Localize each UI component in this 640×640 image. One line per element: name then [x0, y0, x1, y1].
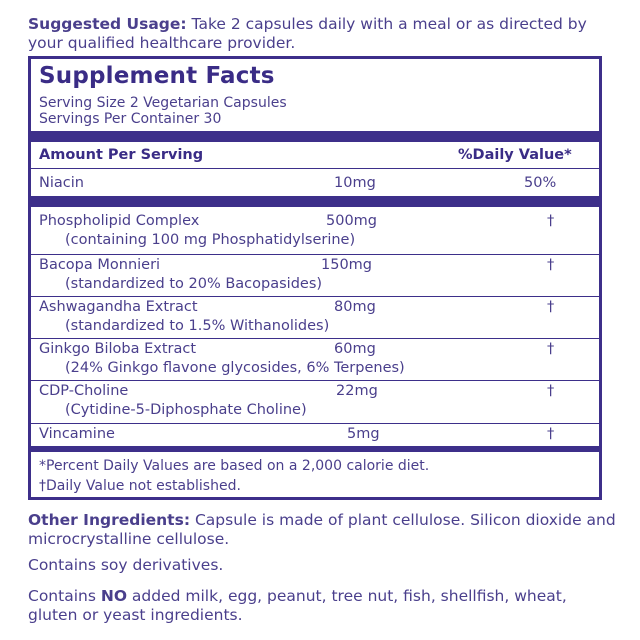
ingredient-amount: 80mg — [334, 299, 376, 315]
row-rule — [31, 338, 599, 339]
ingredient-name: Ashwagandha Extract — [39, 299, 198, 315]
ingredient-dv: † — [547, 299, 555, 315]
ingredient-name: Vincamine — [39, 426, 115, 442]
other-ingredients — [28, 511, 618, 549]
ingredient-dv: † — [547, 426, 555, 442]
suggested-usage — [28, 15, 618, 53]
allergen-suffix: added milk, egg, peanut, tree nut, fish, shellfish, wheat, gluten or yeast ingredients. — [28, 587, 567, 624]
ingredient-amount: 500mg — [326, 213, 378, 229]
other-ingredients-label: Other Ingredients: — [28, 511, 191, 529]
ingredient-detail: (24% Ginkgo flavone glycosides, 6% Terpenes) — [65, 360, 405, 376]
header-amount-per-serving: Amount Per Serving — [39, 147, 204, 163]
header-rule — [31, 168, 599, 169]
footnote-daily-values: *Percent Daily Values are based on a 2,000 calorie diet. — [39, 458, 430, 474]
thick-rule-middle — [31, 196, 599, 207]
thick-rule-top — [31, 131, 599, 142]
ingredient-dv: † — [547, 213, 555, 229]
niacin-name: Niacin — [39, 175, 84, 191]
row-rule — [31, 380, 599, 381]
ingredient-amount: 60mg — [334, 341, 376, 357]
allergen-notice — [28, 587, 618, 625]
ingredient-dv: † — [547, 341, 555, 357]
suggested-usage-label: Suggested Usage: — [28, 15, 187, 33]
allergen-prefix: Contains — [28, 587, 101, 605]
allergen-no: NO — [100, 587, 127, 605]
footnote-not-established: †Daily Value not established. — [39, 478, 241, 494]
other-ingredients-text: Capsule is made of plant cellulose. Silicon dioxide and microcrystalline cellulose. — [28, 511, 616, 548]
supplement-facts-panel — [28, 56, 602, 500]
soy-notice: Contains soy derivatives. — [28, 556, 224, 574]
niacin-dv: 50% — [524, 175, 557, 191]
ingredient-amount: 5mg — [347, 426, 380, 442]
ingredient-amount: 22mg — [336, 383, 378, 399]
ingredient-detail: (containing 100 mg Phosphatidylserine) — [65, 232, 356, 248]
thick-rule-bottom — [31, 446, 599, 452]
niacin-amount: 10mg — [334, 175, 376, 191]
ingredient-name: Bacopa Monnieri — [39, 257, 161, 273]
row-rule — [31, 254, 599, 255]
ingredient-detail: (standardized to 1.5% Withanolides) — [65, 318, 330, 334]
ingredient-detail: (standardized to 20% Bacopasides) — [65, 276, 323, 292]
ingredient-name: Phospholipid Complex — [39, 213, 200, 229]
ingredient-name: Ginkgo Biloba Extract — [39, 341, 197, 357]
servings-per-container: Servings Per Container 30 — [39, 111, 222, 127]
ingredient-amount: 150mg — [321, 257, 373, 273]
ingredient-detail: (Cytidine-5-Diphosphate Choline) — [65, 402, 307, 418]
ingredient-name: CDP-Choline — [39, 383, 129, 399]
ingredient-dv: † — [547, 257, 555, 273]
row-rule — [31, 296, 599, 297]
suggested-usage-text: Take 2 capsules daily with a meal or as directed by your qualified healthcare provider. — [28, 15, 587, 52]
facts-title: Supplement Facts — [39, 63, 275, 89]
header-daily-value: %Daily Value* — [458, 147, 572, 163]
row-rule — [31, 423, 599, 424]
serving-size: Serving Size 2 Vegetarian Capsules — [39, 95, 287, 111]
ingredient-dv: † — [547, 383, 555, 399]
